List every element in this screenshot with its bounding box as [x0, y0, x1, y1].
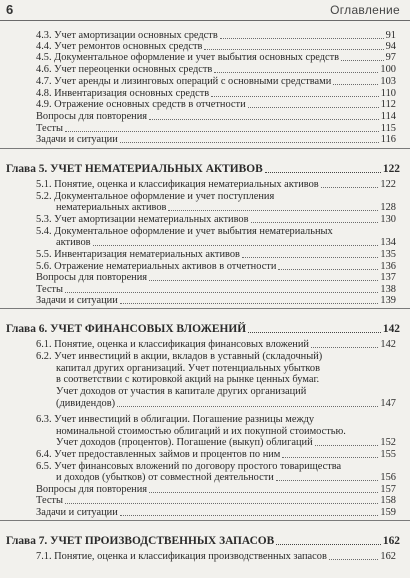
page-ref: 135	[380, 249, 396, 260]
dot-leader	[65, 503, 378, 504]
page-ref: 94	[385, 41, 396, 52]
dot-leader	[278, 269, 378, 270]
entry-title: нематериальных активов	[56, 202, 167, 213]
toc-chapter-entry	[6, 162, 400, 175]
entry-title: Вопросы для повторения	[36, 484, 148, 495]
entry-title: 4.9. Отражение основных средств в отчетности	[36, 99, 246, 110]
dot-leader	[315, 445, 379, 446]
page-ref: 156	[380, 472, 396, 483]
dot-leader	[248, 332, 381, 333]
entry-title: Вопросы для повторения	[36, 272, 148, 283]
page-ref: 91	[385, 30, 396, 41]
toc-entry	[36, 506, 396, 519]
page-ref: 122	[382, 163, 400, 175]
entry-title: (дивидендов)	[56, 398, 116, 409]
page-ref: 122	[380, 179, 396, 190]
toc-entry	[36, 550, 396, 563]
page-ref: 134	[380, 237, 396, 248]
entry-title: 4.7. Учет аренды и лизинговых операций с основными средствами	[36, 76, 332, 87]
page-ref: 155	[380, 449, 396, 460]
page-ref: 142	[380, 339, 396, 350]
page-ref: 115	[380, 123, 396, 134]
chapter-divider	[0, 308, 410, 309]
dot-leader	[276, 480, 379, 481]
dot-leader	[321, 187, 379, 188]
dot-leader	[282, 457, 378, 458]
page-ref: 147	[380, 398, 396, 409]
page-ref: 114	[380, 111, 396, 122]
entry-title: 5.3. Учет амортизации нематериальных активов	[36, 214, 249, 225]
page-ref: 159	[380, 507, 396, 518]
dot-leader	[149, 280, 378, 281]
dot-leader	[329, 559, 379, 560]
dot-leader	[251, 222, 379, 223]
entry-title: Задачи и ситуации	[36, 295, 118, 306]
page-ref: 128	[380, 202, 396, 213]
dot-leader	[276, 544, 381, 545]
entry-title: Тесты	[36, 284, 63, 295]
page-ref: 112	[380, 99, 396, 110]
entry-title: 4.4. Учет ремонтов основных средств	[36, 41, 203, 52]
entry-title: 5.2. Документальное оформление и учет поступления	[36, 191, 275, 202]
running-title: Оглавление	[330, 3, 400, 17]
page-number: 6	[6, 2, 14, 17]
entry-title: 5.6. Отражение нематериальных активов в отчетности	[36, 261, 277, 272]
entry-title: 4.6. Учет переоценки основных средств	[36, 64, 213, 75]
page-header	[0, 0, 410, 21]
dot-leader	[120, 303, 379, 304]
dot-leader	[65, 131, 379, 132]
page-ref: 152	[380, 437, 396, 448]
page-ref: 103	[380, 76, 396, 87]
entry-title: 5.1. Понятие, оценка и классификация нематериальных активов	[36, 179, 319, 190]
entry-title: 6.2. Учет инвестиций в акции, вкладов в уставный (складочный)	[36, 351, 323, 362]
dot-leader	[204, 49, 383, 50]
page-ref: 162	[382, 535, 400, 547]
chapter-divider	[0, 520, 410, 521]
dot-leader	[214, 72, 378, 73]
dot-leader	[333, 84, 378, 85]
dot-leader	[149, 119, 379, 120]
dot-leader	[93, 245, 379, 246]
toc-chapter-entry	[6, 534, 400, 547]
entry-title: 6.4. Учет предоставленных займов и процентов по ним	[36, 449, 281, 460]
page-ref: 116	[380, 134, 396, 145]
entry-title: капитал других организаций. Учет потенциальных убытков	[56, 363, 321, 374]
toc-entry	[36, 133, 396, 146]
entry-title: 5.4. Документальное оформление и учет выбытия нематериальных	[36, 226, 333, 237]
dot-leader	[341, 60, 384, 61]
entry-title: 4.3. Учет амортизации основных средств	[36, 30, 218, 41]
page-ref: 130	[380, 214, 396, 225]
entry-title: в соответствии с котировкой акций на рынке ценных бумаг.	[56, 374, 320, 385]
chapter-title: Глава 7. УЧЕТ ПРОИЗВОДСТВЕННЫХ ЗАПАСОВ	[6, 535, 275, 547]
entry-title: 4.5. Документальное оформление и учет выбытия основных средств	[36, 52, 340, 63]
page-ref: 139	[380, 295, 396, 306]
page-ref: 136	[380, 261, 396, 272]
page-ref: 162	[380, 551, 396, 562]
entry-title: и доходов (убытков) от совместной деятельности	[56, 472, 274, 483]
entry-title: Тесты	[36, 495, 63, 506]
entry-title: номинальной стоимостью облигаций и их покупной стоимостью.	[56, 426, 346, 437]
page-ref: 158	[380, 495, 396, 506]
entry-title: 4.8. Инвентаризация основных средств	[36, 88, 210, 99]
page-ref: 142	[382, 323, 400, 335]
page-ref: 97	[385, 52, 396, 63]
dot-leader	[311, 347, 378, 348]
dot-leader	[248, 107, 379, 108]
entry-title: 5.5. Инвентаризация нематериальных активов	[36, 249, 240, 260]
toc-entry	[36, 294, 396, 307]
toc-entry	[56, 397, 396, 410]
page-ref: 100	[380, 64, 396, 75]
chapter-divider	[0, 148, 410, 149]
entry-title: 6.1. Понятие, оценка и классификация финансовых вложений	[36, 339, 309, 350]
chapter-title: Глава 6. УЧЕТ ФИНАНСОВЫХ ВЛОЖЕНИЙ	[6, 323, 247, 335]
page-ref: 138	[380, 284, 396, 295]
dot-leader	[65, 292, 378, 293]
entry-title: 7.1. Понятие, оценка и классификация производственных запасов	[36, 551, 327, 562]
page-ref: 137	[380, 272, 396, 283]
chapter-title: Глава 5. УЧЕТ НЕМАТЕРИАЛЬНЫХ АКТИВОВ	[6, 163, 263, 175]
entry-title: Учет доходов (процентов). Погашение (выкуп) облигаций	[56, 437, 313, 448]
table-of-contents	[0, 20, 410, 578]
entry-title: 6.3. Учет инвестиций в облигации. Погашение разницы между	[36, 414, 315, 425]
entry-title: активов	[56, 237, 91, 248]
dot-leader	[120, 142, 379, 143]
entry-title: Задачи и ситуации	[36, 134, 118, 145]
dot-leader	[265, 172, 381, 173]
dot-leader	[242, 257, 378, 258]
entry-title: 6.5. Учет финансовых вложений по договору простого товарищества	[36, 461, 342, 472]
dot-leader	[211, 96, 379, 97]
dot-leader	[220, 38, 384, 39]
page-ref: 157	[380, 484, 396, 495]
dot-leader	[149, 492, 378, 493]
toc-chapter-entry	[6, 322, 400, 335]
entry-title: Учет доходов от участия в капитале других организаций	[56, 386, 307, 397]
dot-leader	[117, 406, 378, 407]
entry-title: Вопросы для повторения	[36, 111, 148, 122]
dot-leader	[168, 210, 378, 211]
entry-title: Задачи и ситуации	[36, 507, 118, 518]
dot-leader	[120, 515, 379, 516]
page-ref: 110	[380, 88, 396, 99]
entry-title: Тесты	[36, 123, 63, 134]
